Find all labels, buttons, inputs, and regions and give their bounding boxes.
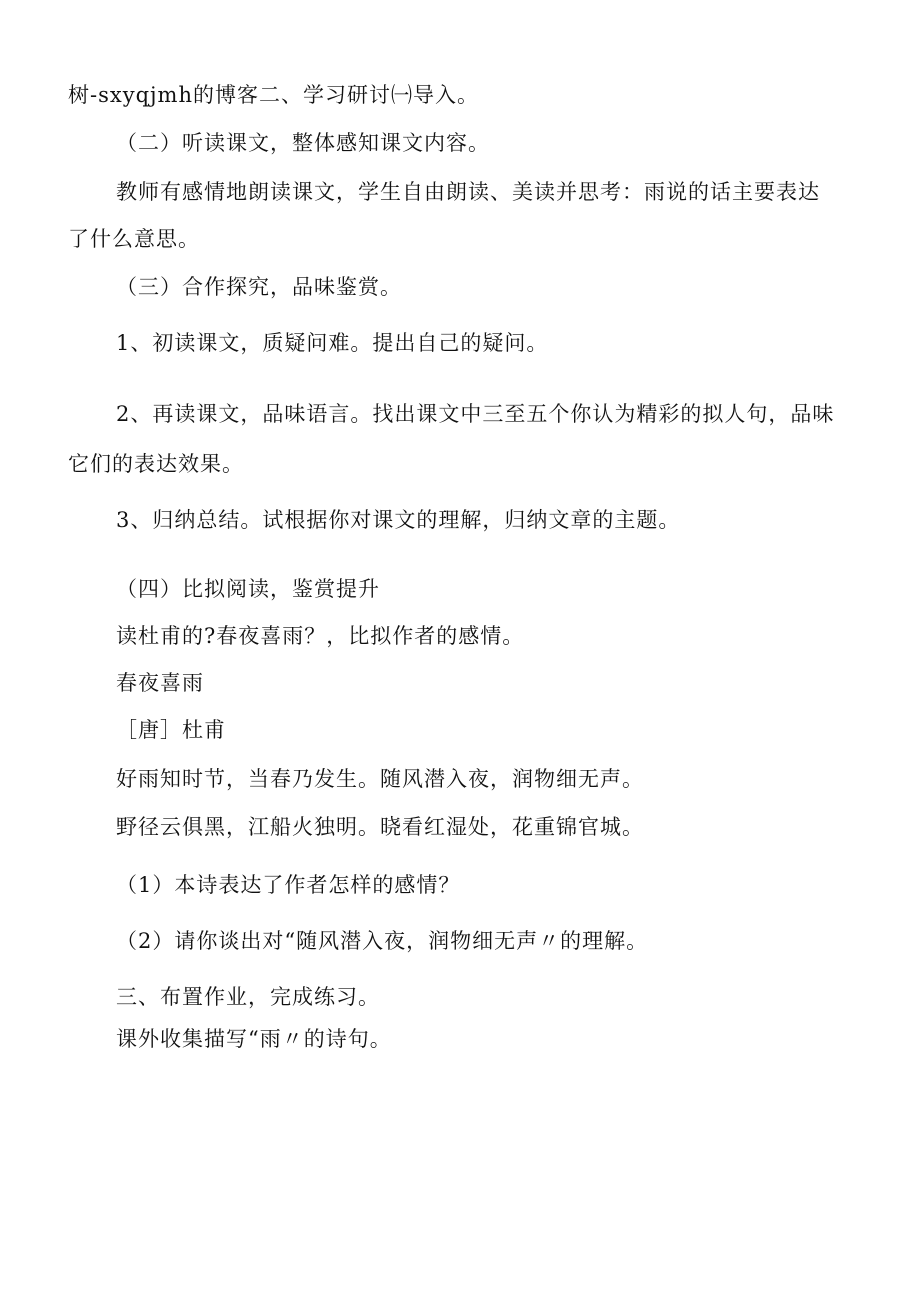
paragraph-homework: 课外收集描写“雨〃的诗句。 [116, 1027, 392, 1051]
list-item-second-read-cont: 它们的表达效果。 [68, 452, 244, 476]
section-heading-cooperate: （三）合作探究，品味鉴赏。 [116, 275, 402, 299]
paragraph-teacher-reading: 教师有感情地朗读课文，学生自由朗读、美读并思考：雨说的话主要表达 [116, 180, 820, 204]
poem-line-1: 好雨知时节，当春乃发生。随风潜入夜，润物细无声。 [116, 767, 644, 791]
poem-title: 春夜喜雨 [116, 671, 204, 695]
poem-author: ［唐］杜甫 [116, 718, 226, 742]
poem-line-2: 野径云俱黑，江船火独明。晓看红湿处，花重锦官城。 [116, 815, 644, 839]
section-heading-listen-read: （二）听读课文，整体感知课文内容。 [116, 131, 490, 155]
list-item-first-read: 1、初读课文，质疑问难。提出自己的疑问。 [116, 331, 549, 355]
list-item-second-read: 2、再读课文，品味语言。找出课文中三至五个你认为精彩的拟人句，品味 [116, 402, 835, 426]
question-2: （2）请你谈出对“随风潜入夜，润物细无声〃的理解。 [116, 929, 649, 953]
section-heading-compare-reading: （四）比拟阅读，鉴赏提升 [116, 577, 380, 601]
question-1: （1）本诗表达了作者怎样的感情？ [116, 873, 461, 897]
text-line-blog-header: 树-sxyqjmh的博客二、学习研讨㈠导入。 [68, 83, 479, 107]
list-item-summary: 3、归纳总结。试根据你对课文的理解，归纳文章的主题。 [116, 508, 681, 532]
paragraph-read-dufu: 读杜甫的?春夜喜雨？，比拟作者的感情。 [116, 624, 525, 648]
section-heading-homework: 三、布置作业，完成练习。 [116, 985, 380, 1009]
paragraph-teacher-reading-cont: 了什么意思。 [68, 227, 200, 251]
